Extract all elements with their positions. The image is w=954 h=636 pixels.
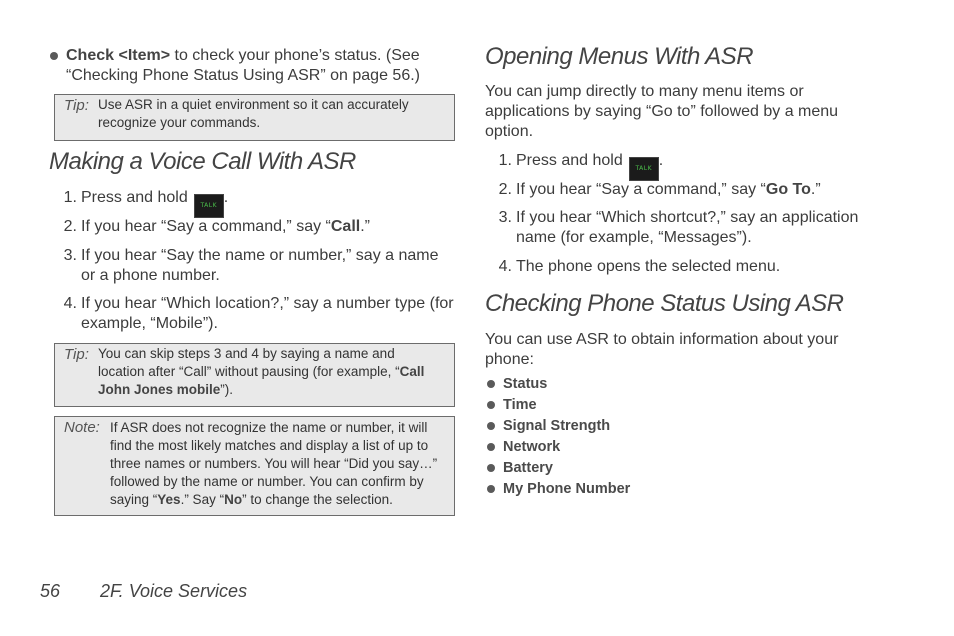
- bullet-icon: [487, 485, 495, 493]
- right-step-2: 2. If you hear “Say a command,” say “Go To.”: [498, 181, 821, 198]
- status-list-item: Battery: [487, 458, 553, 478]
- right-step-4: 4. The phone opens the selected menu.: [498, 258, 781, 275]
- note-box-asr: Note: If ASR does not recognize the name or number, it will find the most likely matches and display a list of up to three names or numbers. You will hear “Did you say…” followed by the name or number. You can confirm by saying “Yes.” Say “No” to change the selection.: [54, 416, 455, 516]
- status-list-item: Time: [487, 395, 537, 415]
- bullet-icon: [487, 443, 495, 451]
- heading-checking-status: Checking Phone Status Using ASR: [485, 290, 844, 317]
- bullet-icon: [50, 52, 58, 60]
- heading-making-voice-call: Making a Voice Call With ASR: [49, 148, 356, 175]
- heading-opening-menus: Opening Menus With ASR: [485, 43, 754, 70]
- left-step-3: 3. If you hear “Say the name or number,” say a name or a phone number.: [63, 247, 439, 284]
- left-step-2: 2. If you hear “Say a command,” say “Call.”: [63, 218, 370, 235]
- bullet-icon: [487, 380, 495, 388]
- right-step-1: 1. Press and hold TALK .: [490, 151, 900, 181]
- tip-label: Tip:: [64, 346, 89, 363]
- status-list-item: Signal Strength: [487, 416, 610, 436]
- check-item-bold: Check <Item>: [66, 47, 171, 64]
- left-step-1: 1. Press and hold TALK .: [55, 188, 455, 218]
- status-list-item: My Phone Number: [487, 479, 630, 499]
- status-list-item: Status: [487, 374, 547, 394]
- left-step-4: 4. If you hear “Which location?,” say a number type (for example, “Mobile”).: [63, 295, 454, 332]
- tip-box-skip-steps: Tip: You can skip steps 3 and 4 by saying a name and location after “Call” without pausing (for example, “Call John Jones mobile”).: [54, 343, 455, 407]
- tip-label: Tip:: [64, 97, 89, 114]
- section-title: 2F. Voice Services: [100, 581, 248, 601]
- page-number: 56: [40, 581, 61, 601]
- tip-box-quiet: [54, 94, 455, 141]
- intro-checking-status: You can use ASR to obtain information about your phone:: [485, 331, 839, 368]
- bullet-icon: [487, 422, 495, 430]
- talk-key-icon: TALK: [629, 157, 659, 181]
- tip-text: Use ASR in a quiet environment so it can accurately recognize your commands.: [98, 97, 409, 130]
- bullet-check-item: [50, 46, 455, 86]
- right-step-3: 3. If you hear “Which shortcut?,” say an application name (for example, “Messages”).: [498, 209, 859, 246]
- intro-opening-menus: You can jump directly to many menu items or applications by saying “Go to” followed by a menu option.: [485, 83, 839, 140]
- check-item-text: to check your phone’s status. (See “Checking Phone Status Using ASR” on page 56.): [66, 47, 420, 84]
- note-label: Note:: [64, 419, 100, 436]
- bullet-icon: [487, 401, 495, 409]
- talk-key-icon: TALK: [194, 194, 224, 218]
- status-list-item: Network: [487, 437, 560, 457]
- bullet-icon: [487, 464, 495, 472]
